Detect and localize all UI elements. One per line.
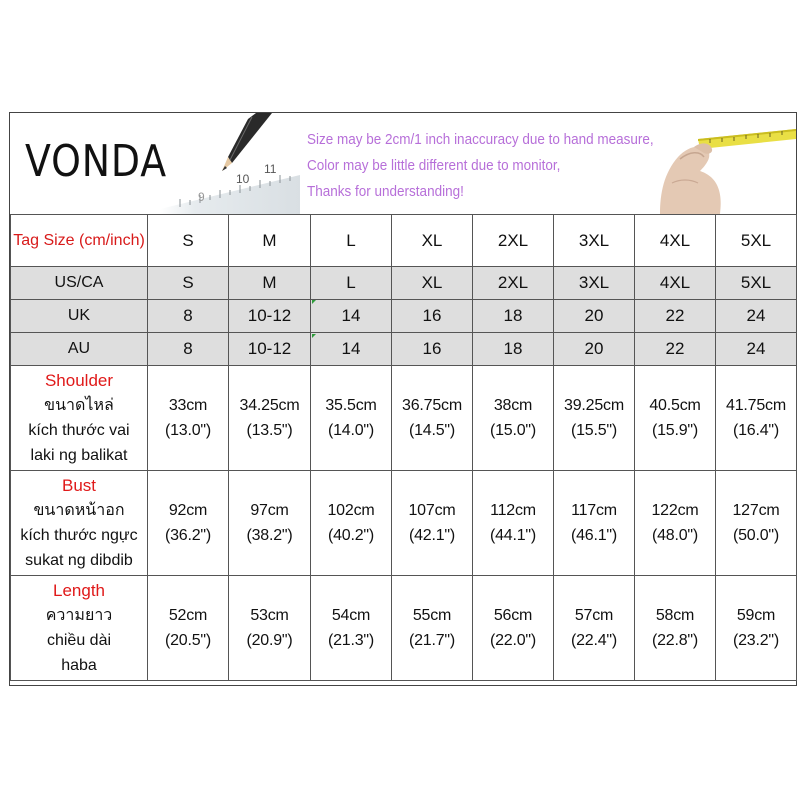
translation-thai: ขนาดหน้าอก — [33, 502, 125, 519]
measurement-cell — [311, 576, 392, 681]
size-cell: 22 — [635, 333, 716, 366]
inch-value: (46.1") — [570, 527, 618, 544]
size-header: XL — [392, 215, 473, 267]
inch-value: (38.2") — [246, 527, 293, 544]
size-chart — [9, 112, 797, 686]
measurement-cell — [392, 576, 473, 681]
translation-thai: ความยาว — [45, 607, 113, 624]
inch-value: (50.0") — [732, 527, 780, 544]
measuring-tape — [698, 129, 796, 149]
size-cell: 14 — [311, 300, 392, 333]
ruler-number-11: 11 — [264, 162, 277, 176]
measurement-cell — [473, 471, 554, 576]
cm-value: 97cm — [250, 502, 289, 519]
au-row — [11, 333, 797, 366]
translation-vietnamese: kích thước vai — [28, 422, 130, 439]
measurement-cell — [148, 576, 229, 681]
measurement-cell — [716, 471, 797, 576]
cm-value: 127cm — [732, 502, 780, 519]
size-cell: 10-12 — [229, 300, 311, 333]
size-cell: 16 — [392, 333, 473, 366]
size-header: S — [148, 215, 229, 267]
measuring-tape-hand-icon — [650, 113, 796, 214]
inch-value: (13.5") — [246, 422, 293, 439]
inch-value: (23.2") — [732, 632, 780, 649]
cm-value: 57cm — [574, 607, 614, 624]
cm-value: 102cm — [327, 502, 375, 519]
us-ca-row — [11, 267, 797, 300]
ruler-number-10: 10 — [236, 172, 250, 186]
cm-value: 52cm — [168, 607, 208, 624]
size-header: 2XL — [473, 215, 554, 267]
shoulder-row — [11, 366, 797, 471]
note-measure: Size may be 2cm/1 inch inaccuracy due to hand measure, — [307, 131, 654, 148]
cm-value: 34.25cm — [239, 397, 300, 414]
inch-value: (21.7") — [408, 632, 456, 649]
region-label: US/CA — [11, 267, 148, 300]
cm-value: 53cm — [250, 607, 289, 624]
measurement-name: Bust — [61, 476, 97, 495]
measurement-cell — [311, 366, 392, 471]
cm-value: 107cm — [408, 502, 456, 519]
size-cell: 20 — [554, 300, 635, 333]
length-row — [11, 576, 797, 681]
inch-value: (48.0") — [651, 527, 699, 544]
cm-value: 92cm — [168, 502, 208, 519]
measurement-cell — [473, 366, 554, 471]
inch-value: (13.0") — [164, 422, 212, 439]
cm-value: 55cm — [412, 607, 452, 624]
size-cell: 24 — [716, 333, 797, 366]
cell-comment-marker — [312, 300, 316, 304]
cm-value: 58cm — [655, 607, 695, 624]
cm-value: 40.5cm — [649, 397, 701, 414]
inch-value: (36.2") — [164, 527, 212, 544]
size-cell: 20 — [554, 333, 635, 366]
measurement-cell — [392, 471, 473, 576]
measurement-name: Shoulder — [44, 371, 114, 390]
size-header: M — [229, 215, 311, 267]
cm-value: 59cm — [736, 607, 776, 624]
cm-value: 39.25cm — [564, 397, 624, 414]
size-cell: XL — [392, 267, 473, 300]
inch-value: (20.5") — [164, 632, 212, 649]
cm-value: 112cm — [490, 502, 536, 519]
size-cell: 24 — [716, 300, 797, 333]
size-cell: 3XL — [554, 267, 635, 300]
note-color: Color may be little different due to monitor, — [307, 157, 561, 174]
brand-logo: VONDA — [25, 136, 167, 187]
size-header: 4XL — [635, 215, 716, 267]
cm-value: 38cm — [493, 397, 533, 414]
measurement-cell — [473, 576, 554, 681]
translation-vietnamese: kích thước ngực — [20, 527, 138, 544]
size-cell: 10-12 — [229, 333, 311, 366]
measurement-cell — [635, 576, 716, 681]
size-cell: 5XL — [716, 267, 797, 300]
bust-row — [11, 471, 797, 576]
tag-size-row — [11, 215, 797, 267]
translation-vietnamese: chiều dài — [46, 632, 112, 649]
banner — [10, 113, 796, 214]
cm-value: 122cm — [651, 502, 699, 519]
inch-value: (16.4") — [732, 422, 780, 439]
size-table — [10, 214, 797, 681]
translation-filipino: laki ng balikat — [30, 447, 128, 464]
size-header: 5XL — [716, 215, 797, 267]
ruler-pencil-icon — [160, 113, 300, 214]
cell-comment-marker — [312, 334, 316, 338]
measurement-cell — [635, 471, 716, 576]
cm-value: 33cm — [168, 397, 208, 414]
measurement-cell — [716, 576, 797, 681]
measurement-cell — [554, 471, 635, 576]
size-header: L — [311, 215, 392, 267]
tag-size-label: Tag Size (cm/inch) — [11, 215, 148, 267]
size-cell: 8 — [148, 300, 229, 333]
size-cell: 2XL — [473, 267, 554, 300]
size-cell: 16 — [392, 300, 473, 333]
inch-value: (15.5") — [570, 422, 618, 439]
size-cell: S — [148, 267, 229, 300]
size-cell: 14 — [311, 333, 392, 366]
size-cell: 18 — [473, 333, 554, 366]
hand — [660, 143, 721, 214]
inch-value: (22.4") — [570, 632, 618, 649]
inch-value: (22.8") — [651, 632, 699, 649]
note-thanks: Thanks for understanding! — [307, 183, 464, 200]
cm-value: 117cm — [571, 502, 617, 519]
measurement-label — [11, 366, 148, 471]
translation-filipino: sukat ng dibdib — [25, 552, 133, 569]
inch-value: (15.9") — [651, 422, 699, 439]
size-cell: 18 — [473, 300, 554, 333]
inch-value: (20.9") — [246, 632, 293, 649]
cm-value: 36.75cm — [402, 397, 462, 414]
cm-value: 54cm — [331, 607, 371, 624]
measurement-cell — [311, 471, 392, 576]
uk-row — [11, 300, 797, 333]
measurement-cell — [148, 366, 229, 471]
size-cell: M — [229, 267, 311, 300]
measurement-label — [11, 576, 148, 681]
cm-value: 56cm — [493, 607, 533, 624]
inch-value: (22.0") — [489, 632, 537, 649]
inch-value: (42.1") — [408, 527, 456, 544]
measurement-cell — [229, 366, 311, 471]
size-cell: 8 — [148, 333, 229, 366]
measurement-cell — [229, 471, 311, 576]
inch-value: (40.2") — [327, 527, 375, 544]
measurement-name: Length — [53, 581, 105, 600]
inch-value: (44.1") — [489, 527, 537, 544]
size-cell: 22 — [635, 300, 716, 333]
measurement-cell — [716, 366, 797, 471]
measurement-cell — [554, 576, 635, 681]
inch-value: (14.5") — [408, 422, 456, 439]
translation-filipino: haba — [61, 657, 97, 674]
measurement-label — [11, 471, 148, 576]
inch-value: (14.0") — [327, 422, 375, 439]
measurement-cell — [148, 471, 229, 576]
inch-value: (21.3") — [327, 632, 375, 649]
size-cell: L — [311, 267, 392, 300]
measurement-cell — [392, 366, 473, 471]
size-cell: 4XL — [635, 267, 716, 300]
measurement-cell — [554, 366, 635, 471]
region-label: UK — [11, 300, 148, 333]
translation-thai: ขนาดไหล่ — [44, 397, 114, 414]
inch-value: (15.0") — [489, 422, 537, 439]
cm-value: 35.5cm — [325, 397, 377, 414]
measurement-cell — [229, 576, 311, 681]
ruler-number-9: 9 — [198, 190, 205, 204]
region-label: AU — [11, 333, 148, 366]
size-header: 3XL — [554, 215, 635, 267]
cm-value: 41.75cm — [726, 397, 786, 414]
measurement-cell — [635, 366, 716, 471]
disclaimer-notes — [307, 127, 692, 205]
